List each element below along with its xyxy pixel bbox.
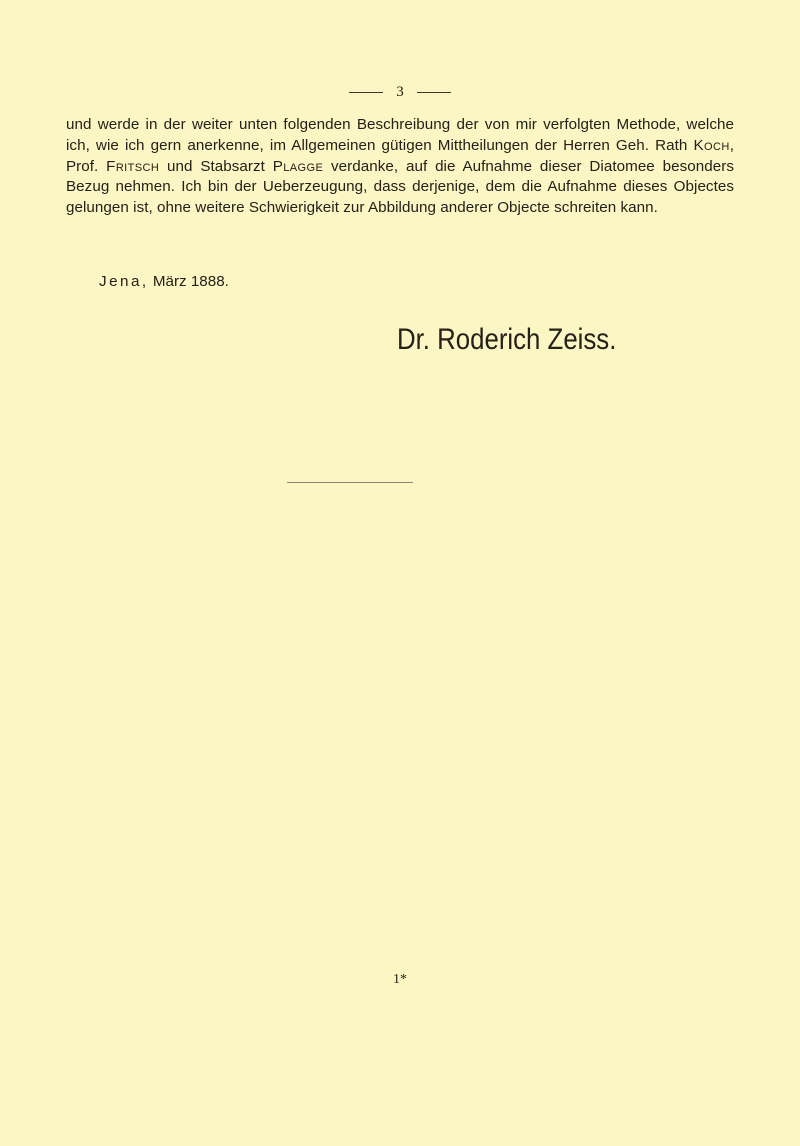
paragraph-text: verdanke, auf die Aufnahme dieser Diatomee besonders Bezug nehmen. Ich bin der Ueberzeugung, dass derjenige, dem die Aufnahme dieses Objectes gelungen ist, ohne weitere Schwierigkeit zur Abbildung anderer Objecte schreiten kann. — [66, 157, 735, 217]
closing-rule — [287, 482, 413, 483]
person-name-fritsch: Fritsch — [106, 157, 160, 175]
dateline-city: Jena, — [99, 273, 149, 290]
paragraph-text: , Prof. — [66, 136, 734, 175]
header-rule-right — [417, 92, 451, 93]
header-rule-left — [349, 92, 383, 93]
body-paragraph — [66, 115, 734, 219]
page-number: 3 — [396, 84, 404, 100]
person-name-koch: Koch — [693, 136, 730, 154]
page-header — [0, 82, 800, 102]
dateline — [99, 272, 229, 292]
printer-signature-mark: 1* — [393, 972, 407, 987]
person-name-plagge: Plagge — [272, 157, 324, 175]
paragraph-text: und Stabsarzt — [159, 157, 273, 175]
paragraph-text: und werde in der weiter unten folgenden Beschreibung der von mir verfolgten Methode, welche ich, wie ich gern anerkenne, im Allgemeinen gütigen Mittheilungen der Herren Geh. Rath — [66, 116, 734, 154]
dateline-date: März 1888. — [152, 273, 229, 290]
author-signature: Dr. Roderich Zeiss. — [397, 323, 617, 356]
